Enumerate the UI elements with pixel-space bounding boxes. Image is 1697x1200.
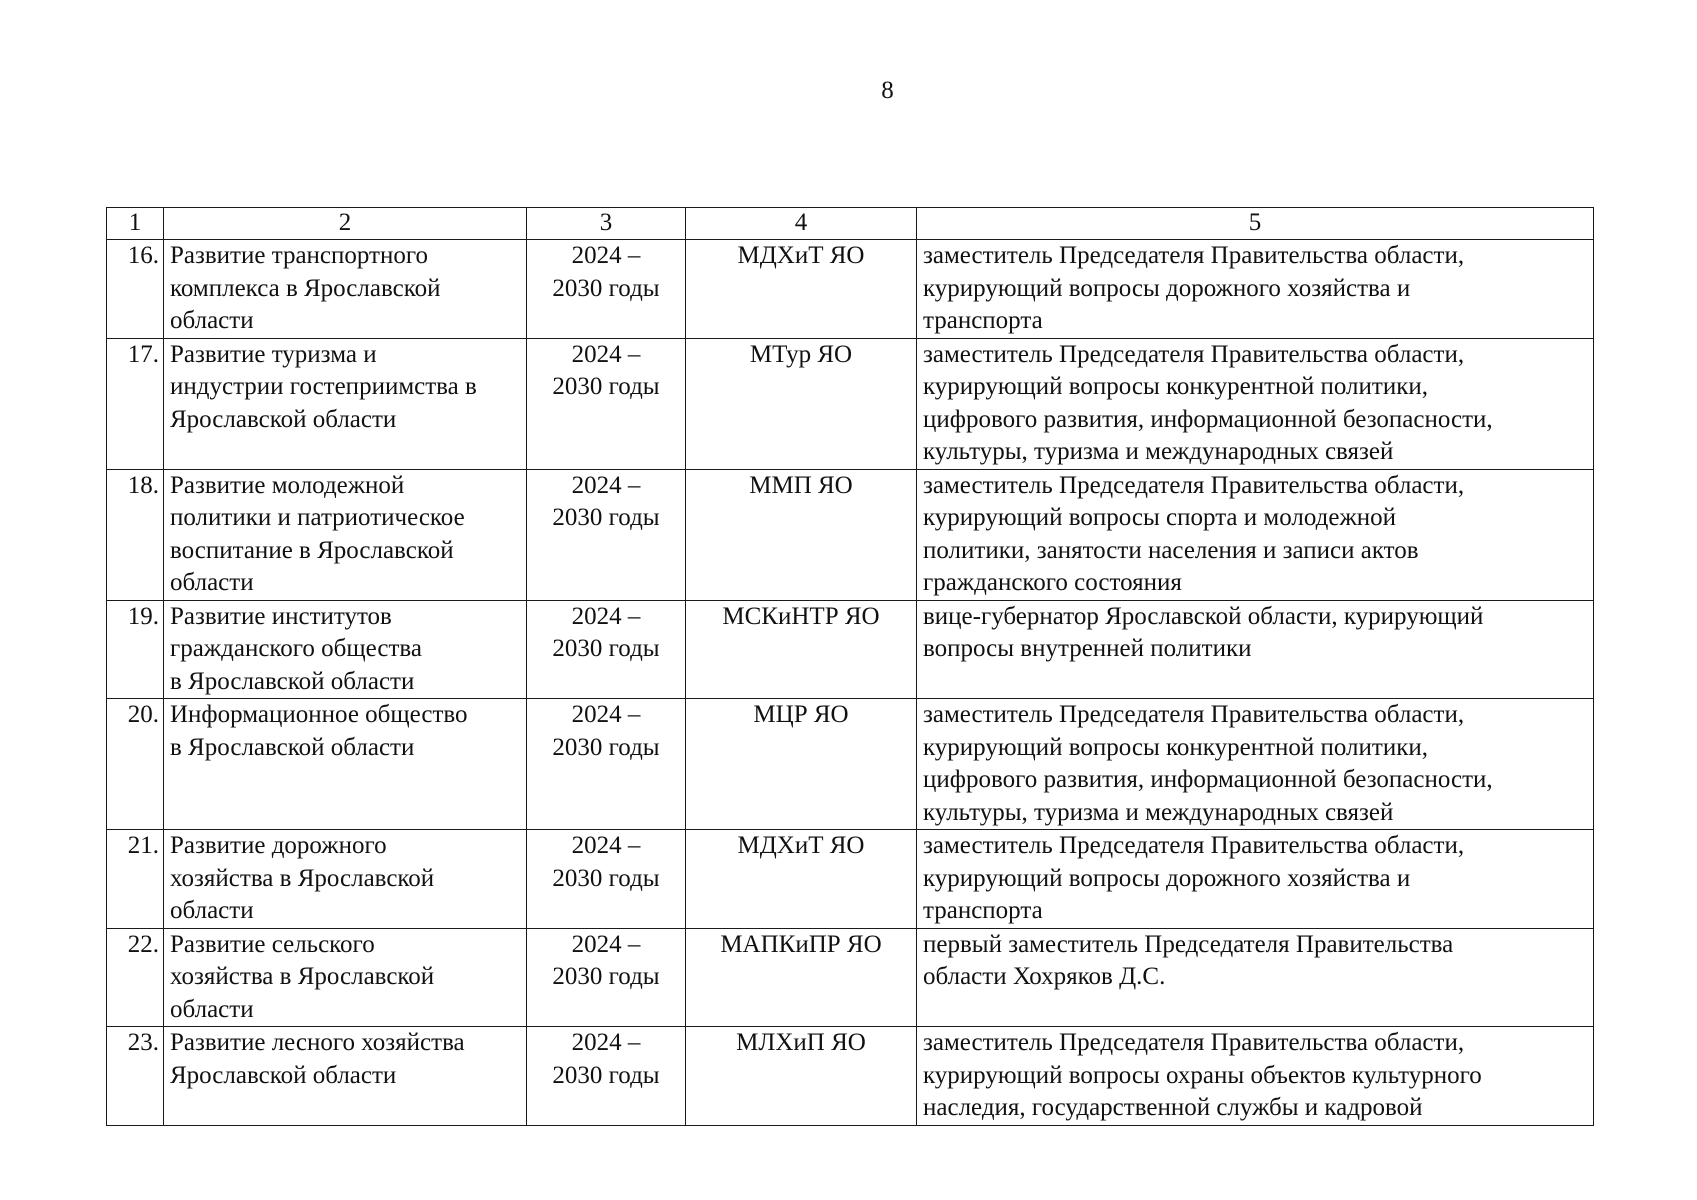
header-col-1: 1 — [107, 208, 164, 240]
program-period — [527, 830, 686, 929]
curator-line: гражданского состояния — [923, 569, 1182, 596]
program-executor: МЛХиП ЯО — [686, 1027, 917, 1126]
program-period — [527, 699, 686, 830]
period-line: 2030 годы — [552, 274, 660, 302]
program-name-line: Ярославской области — [170, 405, 397, 433]
program-name-line: Развитие дорожного — [170, 832, 387, 859]
program-table — [106, 207, 1594, 1126]
program-curator — [917, 469, 1594, 600]
period-line: 2024 – — [571, 471, 641, 499]
curator-line: первый заместитель Председателя Правительства — [923, 930, 1454, 958]
program-executor: ММП ЯО — [686, 469, 917, 600]
program-name-line: воспитание в Ярославской — [170, 536, 454, 564]
period-line: 2024 – — [571, 832, 641, 859]
program-period — [527, 469, 686, 600]
program-name-line: хозяйства в Ярославской — [170, 963, 435, 990]
program-name — [164, 928, 527, 1027]
program-executor: МДХиТ ЯО — [686, 830, 917, 929]
table-row — [107, 1027, 1594, 1126]
period-line: 2024 – — [571, 242, 641, 269]
period-line: 2024 – — [571, 930, 641, 958]
curator-line: курирующий вопросы конкурентной политики, — [923, 373, 1428, 400]
program-name — [164, 699, 527, 830]
program-curator — [917, 600, 1594, 699]
curator-line: политики, занятости населения и записи актов — [923, 536, 1419, 564]
curator-line: заместитель Председателя Правительства области, — [923, 340, 1465, 368]
program-name — [164, 469, 527, 600]
program-period — [527, 1027, 686, 1126]
program-name-line: области — [170, 307, 254, 334]
program-executor: МАПКиПР ЯО — [686, 928, 917, 1027]
program-name-line: хозяйства в Ярославской — [170, 864, 435, 892]
table-row — [107, 830, 1594, 929]
program-name — [164, 600, 527, 699]
period-line: 2030 годы — [552, 733, 660, 761]
curator-line: курирующий вопросы дорожного хозяйства и — [923, 864, 1411, 892]
header-col-2: 2 — [164, 208, 527, 240]
curator-line: культуры, туризма и международных связей — [923, 438, 1394, 465]
program-period — [527, 928, 686, 1027]
program-executor: МТур ЯО — [686, 338, 917, 469]
period-line: 2030 годы — [552, 504, 660, 531]
curator-line: области Хохряков Д.С. — [923, 963, 1166, 990]
program-curator — [917, 928, 1594, 1027]
program-name — [164, 1027, 527, 1126]
program-name-line: области — [170, 569, 254, 596]
curator-line: культуры, туризма и международных связей — [923, 798, 1394, 826]
program-name-line: Развитие туризма и — [170, 340, 377, 368]
row-number: 18. — [107, 469, 164, 600]
program-name — [164, 240, 527, 339]
row-number: 20. — [107, 699, 164, 830]
curator-line: транспорта — [923, 897, 1043, 924]
program-curator — [917, 699, 1594, 830]
program-name-line: области — [170, 897, 254, 924]
table-row — [107, 240, 1594, 339]
program-name-line: в Ярославской области — [170, 733, 415, 761]
row-number: 19. — [107, 600, 164, 699]
page-number: 8 — [881, 77, 894, 104]
program-name-line: Развитие сельского — [170, 930, 375, 958]
program-name — [164, 338, 527, 469]
curator-line: цифрового развития, информационной безопасности, — [923, 405, 1493, 433]
row-number: 17. — [107, 338, 164, 469]
program-name-line: Развитие институтов — [170, 602, 392, 630]
table-row — [107, 928, 1594, 1027]
period-line: 2024 – — [571, 602, 641, 630]
table-body — [107, 240, 1594, 1126]
curator-line: курирующий вопросы охраны объектов культурного — [923, 1061, 1482, 1089]
curator-line: заместитель Председателя Правительства области, — [923, 701, 1465, 728]
program-name-line: Развитие транспортного — [170, 242, 428, 269]
period-line: 2030 годы — [552, 1061, 660, 1089]
table-row — [107, 338, 1594, 469]
curator-line: курирующий вопросы конкурентной политики, — [923, 733, 1428, 761]
table-header-row — [107, 208, 1594, 240]
curator-line: наследия, государственной службы и кадровой — [923, 1094, 1423, 1121]
program-executor: МЦР ЯО — [686, 699, 917, 830]
curator-line: транспорта — [923, 307, 1043, 334]
program-name-line: области — [170, 995, 254, 1023]
program-curator — [917, 830, 1594, 929]
curator-line: заместитель Председателя Правительства области, — [923, 832, 1465, 859]
table-row — [107, 600, 1594, 699]
program-name-line: гражданского общества — [170, 635, 422, 662]
row-number: 21. — [107, 830, 164, 929]
program-name-line: Информационное общество — [170, 701, 468, 728]
period-line: 2024 – — [571, 1029, 641, 1056]
curator-line: заместитель Председателя Правительства области, — [923, 471, 1465, 499]
period-line: 2030 годы — [552, 635, 660, 662]
curator-line: курирующий вопросы спорта и молодежной — [923, 504, 1396, 531]
program-name — [164, 830, 527, 929]
period-line: 2024 – — [571, 340, 641, 368]
program-curator — [917, 240, 1594, 339]
program-name-line: в Ярославской области — [170, 667, 415, 695]
table-row — [107, 469, 1594, 600]
program-name-line: Развитие лесного хозяйства — [170, 1029, 465, 1056]
curator-line: вопросы внутренней политики — [923, 635, 1252, 662]
program-executor: МДХиТ ЯО — [686, 240, 917, 339]
program-name-line: индустрии гостеприимства в — [170, 373, 477, 400]
program-period — [527, 600, 686, 699]
curator-line: заместитель Председателя Правительства области, — [923, 242, 1465, 269]
program-period — [527, 240, 686, 339]
curator-line: вице-губернатор Ярославской области, курирующий — [923, 602, 1484, 630]
period-line: 2030 годы — [552, 963, 660, 990]
program-curator — [917, 1027, 1594, 1126]
program-executor: МСКиНТР ЯО — [686, 600, 917, 699]
row-number: 22. — [107, 928, 164, 1027]
row-number: 23. — [107, 1027, 164, 1126]
header-col-5: 5 — [917, 208, 1594, 240]
row-number: 16. — [107, 240, 164, 339]
curator-line: заместитель Председателя Правительства области, — [923, 1029, 1465, 1056]
curator-line: цифрового развития, информационной безопасности, — [923, 766, 1493, 793]
program-name-line: Развитие молодежной — [170, 471, 405, 499]
period-line: 2030 годы — [552, 373, 660, 400]
program-curator — [917, 338, 1594, 469]
program-name-line: политики и патриотическое — [170, 504, 465, 531]
curator-line: курирующий вопросы дорожного хозяйства и — [923, 274, 1411, 302]
program-name-line: комплекса в Ярославской — [170, 274, 441, 302]
header-col-3: 3 — [527, 208, 686, 240]
period-line: 2030 годы — [552, 864, 660, 892]
program-period — [527, 338, 686, 469]
program-name-line: Ярославской области — [170, 1061, 397, 1089]
header-col-4: 4 — [686, 208, 917, 240]
table-row — [107, 699, 1594, 830]
period-line: 2024 – — [571, 701, 641, 728]
